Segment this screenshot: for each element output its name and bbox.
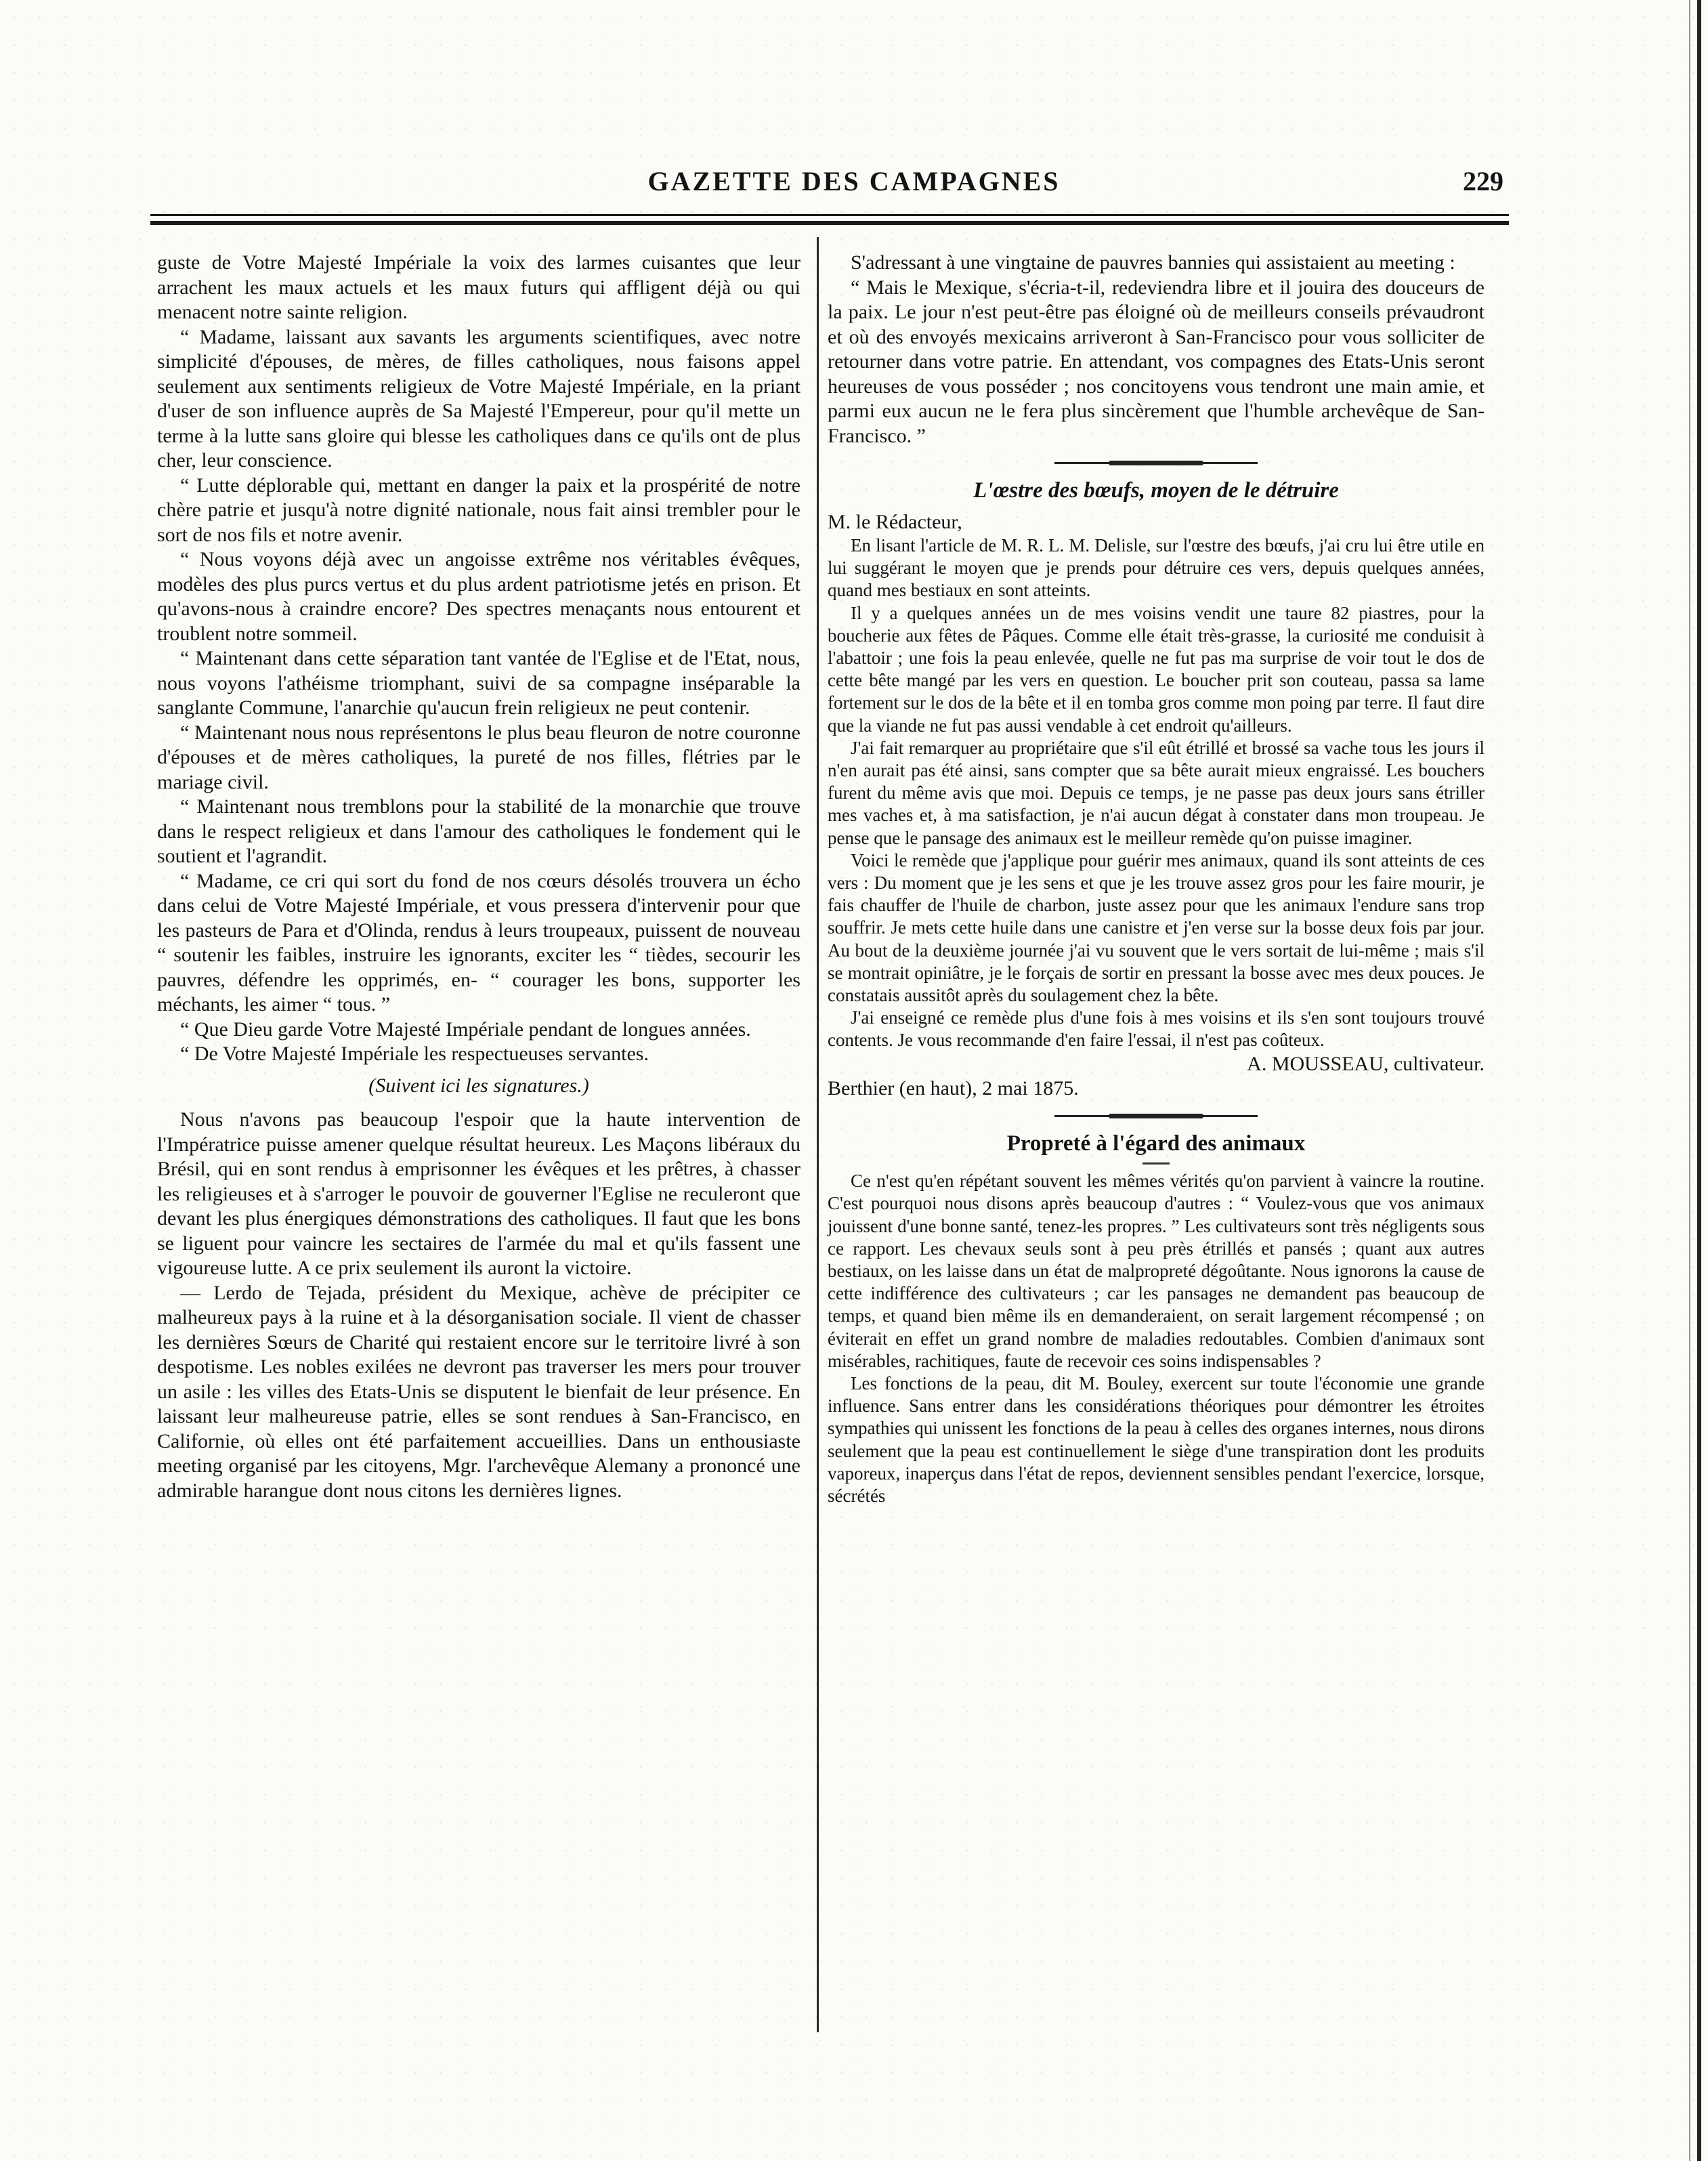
- header-rule-top: [150, 214, 1509, 216]
- paragraph: En lisant l'article de M. R. L. M. Delisle, sur l'œstre des bœufs, j'ai cru lui être utile en lui suggérant le moyen que je prends pour détruire ces vers, depuis quelques années, quand mes bestiaux en sont atteints.: [828, 535, 1485, 601]
- paragraph: guste de Votre Majesté Impériale la voix des larmes cuisantes que leur arrachent les maux actuels et les maux futurs qui affligent déjà ou qui menacent notre sainte religion.: [157, 251, 800, 323]
- paragraph: Les fonctions de la peau, dit M. Bouley, exercent sur toute l'économie une grande influence. Sans entrer dans les considérations théoriques pour démontrer les étroites sympathies qui unissent les fonctions de la peau à celles des organes internes, nous dirons seulement que la peau est continuellement le siège d'une transpiration dont les produits vaporeux, inaperçus dans l'état de repos, deviennent sensibles pendant l'exercice, lorsque, sécrétés: [828, 1373, 1485, 1507]
- paragraph: “ Madame, ce cri qui sort du fond de nos cœurs désolés trouvera un écho dans celui de Votre Majesté Impériale, et vous pressera d'intervenir pour que les pasteurs de Para et d'Olinda, rendus à leurs troupeaux, puissent de nouveau “ soutenir les faibles, instruire les ignorants, exciter les “ tièdes, secourir les pauvres, défendre les opprimés, en- “ courager les bons, supporter les méchants, les aimer “ tous. ”: [157, 869, 800, 1015]
- title-rule: [1143, 1162, 1170, 1165]
- author-signature: A. MOUSSEAU, cultivateur.: [1247, 1052, 1485, 1075]
- paragraph: — Lerdo de Tejada, président du Mexique, achève de précipiter ce malheureux pays à la ruine et à la désorganisation sociale. Il vient de chasser les dernières Sœurs de Charité qui restaient encore sur le territoire livré à son despotisme. Les nobles exilées ne devront pas traverser les mers pour trouver un asile : les villes des Etats-Unis se disputent le bienfait de leur présence. En laissant leur malheureuse patrie, elles se sont rendues à San-Francisco, en Californie, où elles ont été parfaitement accueillies. Dans un enthousiaste meeting organisé par les citoyens, Mgr. l'archevêque Alemany a prononcé une admirable harangue dont nous citons les dernières lignes.: [157, 1281, 800, 1502]
- left-column: [157, 251, 800, 1503]
- paragraph: “ Maintenant nous tremblons pour la stabilité de la monarchie que trouve dans le respect religieux et dans l'amour des catholiques le fondement qui le soutient et l'agrandit.: [157, 795, 800, 867]
- article-title: L'œstre des bœufs, moyen de le détruire: [973, 478, 1339, 503]
- paragraph: “ Maintenant nous nous représentons le plus beau fleuron de notre couronne d'épouses et de mères catholiques, la pureté de nos filles, flétries par le mariage civil.: [157, 721, 800, 793]
- paragraph: “ De Votre Majesté Impériale les respectueuses servantes.: [180, 1043, 649, 1065]
- paragraph: “ Maintenant dans cette séparation tant vantée de l'Eglise et de l'Etat, nous, nous voyons l'athéisme triomphant, suivi de sa compagne inséparable la sanglante Commune, l'anarchie qu'aucun frein religieux ne peut contenir.: [157, 647, 800, 719]
- paragraph: J'ai enseigné ce remède plus d'une fois à mes voisins et ils s'en sont toujours trouvé contents. Je vous recommande d'en faire l'essai, il n'est pas coûteux.: [828, 1007, 1485, 1051]
- paragraph: Ce n'est qu'en répétant souvent les mêmes vérités qu'on parvient à vaincre la routine. C'est pourquoi nous disons après beaucoup d'autres : “ Voulez-vous que vos animaux jouissent d'une bonne santé, tenez-les propres. ” Les cultivateurs sont très négligents sous ce rapport. Les chevaux seuls sont à peu près étrillés et pansés ; quant aux autres bestiaux, on les laisse dans un état de malpropreté dégoûtante. Nous ignorons la cause de cette indifférence des cultivateurs ; car les pansages ne demandent pas beaucoup de temps, et quand bien même ils en demanderaient, on serait largement récompensé ; on éviterait en effet un grand nombre de maladies redoutables. Combien d'animaux sont misérables, rachitiques, faute de recevoir ces soins indispensables ?: [828, 1171, 1485, 1371]
- article-divider: [828, 454, 1485, 473]
- page-header-title: GAZETTE DES CAMPAGNES: [647, 166, 1061, 196]
- page-edge-rule-thin: [1689, 0, 1690, 2161]
- right-column: [828, 251, 1485, 1507]
- article-title: Propreté à l'égard des animaux: [1006, 1131, 1306, 1156]
- signatures-note: (Suivent ici les signatures.): [368, 1074, 589, 1097]
- header-rule-bottom: [150, 221, 1509, 225]
- paragraph: J'ai fait remarquer au propriétaire que s'il eût étrillé et brossé sa vache tous les jours il n'en aurait pas été ainsi, sans compter que sa bête aurait mieux engraissé. Les bouchers furent du même avis que moi. Depuis ce temps, je ne passe pas deux jours sans étriller mes vaches et, à ma satisfaction, je n'ai aucun dégat à constater dans mon troupeau. Je pense que le pansage des animaux est le meilleur remède qu'on puisse imaginer.: [828, 737, 1485, 848]
- paragraph: “ Madame, laissant aux savants les arguments scientifiques, avec notre simplicité d'épouses, de mères, de filles catholiques, nous faisons appel seulement aux sentiments religieux de Votre Majesté Impériale, en la priant d'user de son influence auprès de Sa Majesté l'Empereur, pour qu'il mette un terme à la lutte sans gloire qui blesse les catholiques dans ce qu'ils ont de plus cher, leur conscience.: [157, 325, 800, 471]
- paragraph: Nous n'avons pas beaucoup l'espoir que la haute intervention de l'Impératrice puisse amener quelque résultat heureux. Les Maçons libéraux du Brésil, qui en sont rendus à emprisonner les évêques et les prêtres, à chasser les religieuses et à s'arroger le pouvoir de gouverner l'Eglise ne reculeront que devant les plus énergiques démonstrations des catholiques. Il faut que les bons se liguent pour vaincre les sectaires de l'armée du mal et qu'ils fassent une vigoureuse lutte. A ce prix seulement ils auront la victoire.: [157, 1108, 800, 1279]
- paragraph: S'adressant à une vingtaine de pauvres bannies qui assistaient au meeting :: [851, 251, 1455, 274]
- paragraph: “ Nous voyons déjà avec un angoisse extrême nos véritables évêques, modèles des plus purcs vertus et du plus ardent patriotisme jetés en prison. Et qu'avons-nous à craindre encore? Des spectres menaçants nous entourent et troublent notre sommeil.: [157, 548, 800, 645]
- paragraph: “ Lutte déplorable qui, mettant en danger la paix et la prospérité de notre chère patrie et jusqu'à notre dignité nationale, nous fait ainsi trembler pour le sort de nos fils et notre avenir.: [157, 474, 800, 546]
- paragraph: Voici le remède que j'applique pour guérir mes animaux, quand ils sont atteints de ces vers : Du moment que je les sens et que je les trouve assez gros pour les faire mourir, je fais chauffer de l'huile de charbon, juste assez pour que les animaux l'endure sans trop souffrir. Je mets cette huile dans une canistre et j'en verse sur la bosse deux fois par jour. Au bout de la deuxième journée j'ai vu souvent que le vers sortait de lui-même ; mais s'il se montrait opiniâtre, je le forçais de sortir en pressant la bosse avec mes deux pouces. Je constatais aussitôt après du soulagement chez la bête.: [828, 849, 1485, 1006]
- paragraph: “ Que Dieu garde Votre Majesté Impériale pendant de longues années.: [180, 1017, 751, 1041]
- column-divider: [817, 237, 819, 2032]
- page-number: 229: [1463, 166, 1503, 196]
- paragraph: Il y a quelques années un de mes voisins vendit une taure 82 piastres, pour la boucherie aux fêtes de Pâques. Comme elle était très-grasse, la curiosité me conduisit à l'abattoir ; une fois la peau enlevée, quelle ne fut pas ma surprise de voir tout le dos de cette bête mangé par les vers en question. Le boucher prit son couteau, passa sa lame fortement sur le dos de la bête et il en tomba gros comme mon poing par terre. Il faut dire que la viande ne fut pas aussi vendable à cet endroit qu'ailleurs.: [828, 602, 1485, 736]
- page-edge-rule: [1697, 0, 1701, 2161]
- paragraph: “ Mais le Mexique, s'écria-t-il, redeviendra libre et il jouira des douceurs de la paix. Le jour n'est peut-être pas éloigné où de meilleurs conseils prévaudront et où des envoyés mexicains arriveront à San-Francisco pour vous solliciter de retourner dans votre patrie. En attendant, vos compagnes des Etats-Unis seront heureuses de vous posséder ; nos concitoyens vous tendront une main amie, et parmi eux aucun ne le fera plus sincèrement que l'humble archevêque de San-Francisco. ”: [828, 276, 1485, 447]
- place-date: Berthier (en haut), 2 mai 1875.: [828, 1077, 1079, 1100]
- salutation: M. le Rédacteur,: [828, 510, 962, 533]
- article-divider: [828, 1107, 1485, 1126]
